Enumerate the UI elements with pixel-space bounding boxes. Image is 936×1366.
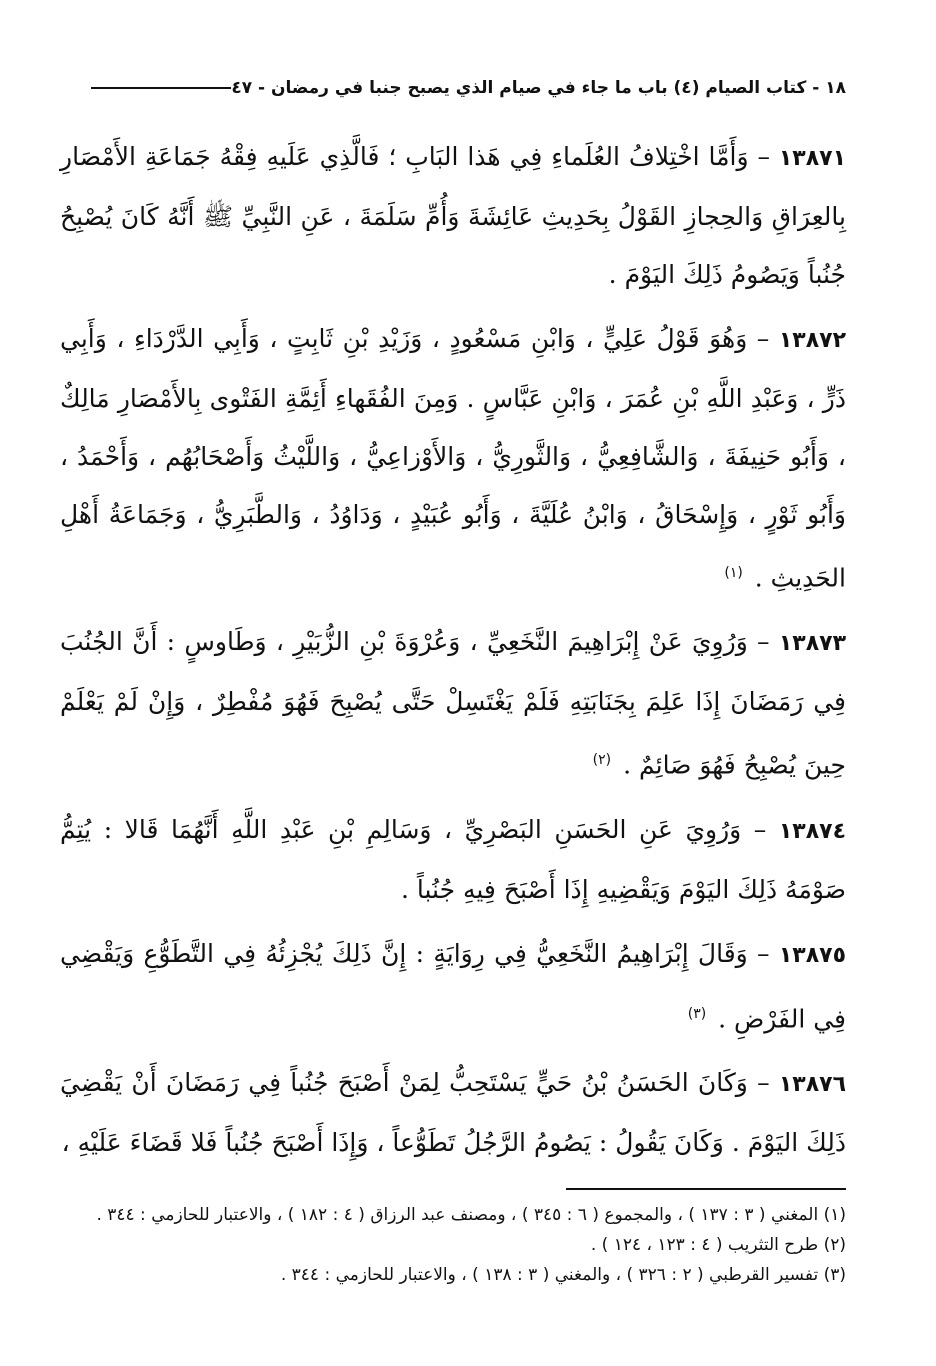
- paragraph-text: – وَهُوَ قَوْلُ عَلِيٍّ ، وَابْنِ مَسْعُودٍ ، وَزَيْدِ بْنِ ثَابِتٍ ، وَأَبِي الدَّرْدَاءِ ، وَأَبِي ذَرٍّ ، وَعَبْدِ اللَّهِ بْنِ عُمَرَ ، وَابْنِ عَبَّاسٍ . وَمِنَ الفُقَهاءِ أَئِمَّةِ الفَتْوى بِالأَمْصَارِ مَالِكٌ ، وَأَبُو حَنِيفَةَ ، وَالشَّافِعِيُّ ، وَالثَّورِيُّ ، وَالأَوْزاعِيُّ ، وَاللَّيْثُ وَأَصْحَابُهُم ، وَأَحْمَدُ ، وَأَبُو ثَوْرٍ ، وَإِسْحَاقُ ، وَابْنُ عُلَيَّةَ ، وَأَبُو عُبَيْدٍ ، وَدَاوُدُ ، وَالطَّبَرِيُّ ، وَجَمَاعَةُ أَهْلِ الحَدِيثِ .: [60, 324, 846, 593]
- paragraph-13875: [60, 925, 846, 1048]
- body-text: [60, 128, 846, 1172]
- footnote-2: (٢) طرح التثريب ( ٤ : ١٢٣ ، ١٢٤ ) .: [590, 1234, 846, 1255]
- paragraph-13872: [60, 310, 846, 607]
- footnote-1: (١) المغني ( ٣ : ١٣٧ ) ، والمجموع ( ٦ : ٣٤٥ ) ، ومصنف عبد الرزاق ( ٤ : ١٨٢ ) ، والاعتبار للحازمي : ٣٤٤ .: [96, 1204, 846, 1225]
- paragraph-number: ١٣٨٧٢: [778, 328, 846, 353]
- paragraph-number: ١٣٨٧٦: [778, 1071, 846, 1097]
- paragraph-text: – وَكَانَ الحَسَنُ بْنُ حَيٍّ يَسْتَحِبُّ لِمَنْ أَصْبَحَ جُنُباً فِي رَمَضَانَ أَنْ يَقْضِيَ ذَلِكَ اليَوْمَ . وَكَانَ يَقُولُ : يَصُومُ الرَّجُلُ تَطَوُّعاً ، وَإِذَا أَصْبَحَ جُنُباً فَلا قَضَاءَ عَلَيْهِ ،: [60, 1067, 846, 1157]
- paragraph-number: ١٣٨٧٥: [778, 942, 846, 968]
- paragraph-number: ١٣٨٧٤: [778, 818, 846, 844]
- running-header: [60, 70, 846, 106]
- footnote-divider: [566, 1188, 846, 1190]
- paragraph-text: – وَأَمَّا اخْتِلافُ العُلَماءِ فِي هَذا البَابِ ؛ فَالَّذِي عَلَيهِ فِقْهُ جَمَاعَةِ الأَمْصَارِ بِالعِرَاقِ وَالحِجازِ القَوْلُ بِحَدِيثِ عَائِشَةَ وَأُمِّ سَلَمَةَ ، عَنِ النَّبِيِّ ﷺ أَنَّهُ كَانَ يُصْبِحُ جُنُباً وَيَصُومُ ذَلِكَ اليَوْمَ .: [60, 142, 846, 289]
- footnote-3: (٣) تفسير القرطبي ( ٢ : ٣٢٦ ) ، والمغني ( ٣ : ١٣٨ ) ، والاعتبار للحازمي : ٣٤٤ .: [280, 1264, 846, 1285]
- footnote-marker: (٣): [687, 1005, 707, 1022]
- paragraph-13876: [60, 1054, 846, 1172]
- book-page: [60, 70, 846, 1326]
- paragraph-13874: [60, 801, 846, 919]
- paragraph-13871: [60, 128, 846, 304]
- footnote-marker: (٢): [592, 752, 612, 769]
- paragraph-text: – وَرُوِيَ عَنْ إِبْرَاهِيمَ النَّخَعِيِّ ، وَعُرْوَةَ بْنِ الزُّبَيْرِ ، وَطَاوسٍ : أَنَّ الجُنُبَ فِي رَمَضَانَ إِذَا عَلِمَ بِجَنَابَتِهِ فَلَمْ يَغْتَسِلْ حَتَّى يُصْبِحَ فَهُوَ مُفْطِرٌ ، وَإِنْ لَمْ يَعْلَمْ حِينَ يُصْبِحُ فَهُوَ صَائِمٌ .: [60, 627, 846, 780]
- paragraph-text: – وَرُوِيَ عَنِ الحَسَنِ البَصْرِيِّ ، وَسَالِمِ بْنِ عَبْدِ اللَّهِ أَنَّهُمَا قَالا : يُتِمُّ صَوْمَهُ ذَلِكَ اليَوْمَ وَيَقْضِيهِ إِذَا أَصْبَحَ فِيهِ جُنُباً .: [60, 814, 846, 904]
- footnote-marker: (١): [724, 565, 743, 581]
- footnotes: [60, 1200, 846, 1290]
- paragraph-text: – وَقَالَ إِبْرَاهِيمُ النَّخَعِيُّ فِي رِوَايَةٍ : إِنَّ ذَلِكَ يُجْزِئُهُ فِي التَّطَوُّعِ وَيَقْضِي فِي الفَرْضِ .: [60, 938, 846, 1033]
- paragraph-13873: [60, 613, 846, 794]
- running-header-text: ١٨ - كتاب الصيام (٤) باب ما جاء في صيام الذي يصبح جنبا في رمضان - ٤٧: [231, 78, 846, 98]
- header-rule: [91, 87, 231, 89]
- paragraph-number: ١٣٨٧١: [778, 146, 846, 171]
- paragraph-number: ١٣٨٧٣: [778, 631, 846, 657]
